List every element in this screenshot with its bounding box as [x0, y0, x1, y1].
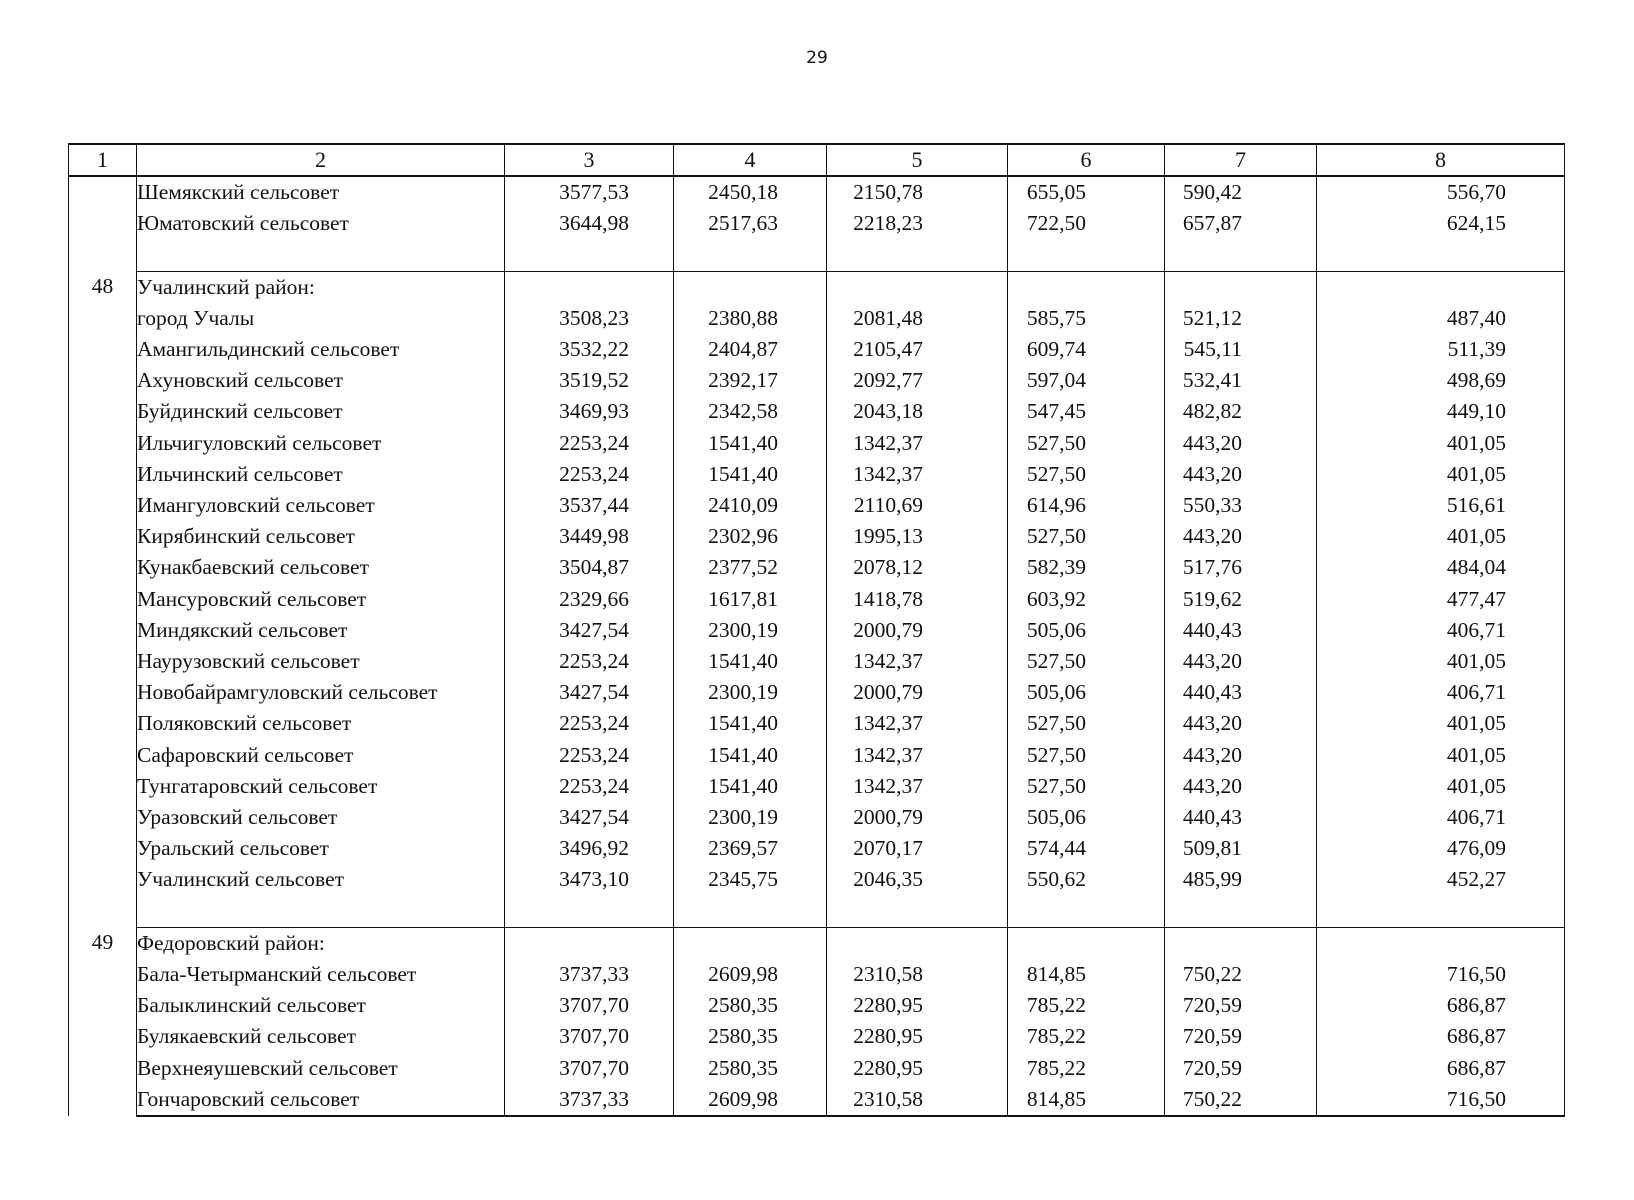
value-cell: 2253,24: [505, 740, 674, 771]
empty-cell: [137, 896, 505, 928]
table-row: [69, 365, 1565, 396]
value-cell: 406,71: [1317, 615, 1565, 646]
value-cell: 1541,40: [674, 771, 827, 802]
value-cell: 720,59: [1165, 1053, 1317, 1084]
value-cell: 2043,18: [827, 396, 1008, 427]
settlement-name: Ильчинский сельсовет: [137, 459, 505, 490]
value-cell: 443,20: [1165, 740, 1317, 771]
value-cell: [1317, 271, 1565, 303]
table-row: [69, 740, 1565, 771]
value-cell: 624,15: [1317, 208, 1565, 239]
value-cell: [827, 927, 1008, 959]
value-cell: 3504,87: [505, 552, 674, 583]
value-cell: 609,74: [1008, 334, 1165, 365]
value-cell: 401,05: [1317, 646, 1565, 677]
value-cell: 443,20: [1165, 708, 1317, 739]
value-cell: 527,50: [1008, 646, 1165, 677]
settlement-name: Буйдинский сельсовет: [137, 396, 505, 427]
value-cell: 484,04: [1317, 552, 1565, 583]
value-cell: 2046,35: [827, 864, 1008, 895]
value-cell: 498,69: [1317, 365, 1565, 396]
value-cell: 401,05: [1317, 428, 1565, 459]
value-cell: [1008, 271, 1165, 303]
value-cell: 482,82: [1165, 396, 1317, 427]
table-row: [69, 459, 1565, 490]
settlement-name: Гончаровский сельсовет: [137, 1084, 505, 1116]
table-row: [69, 708, 1565, 739]
value-cell: 686,87: [1317, 1021, 1565, 1052]
value-cell: 2310,58: [827, 1084, 1008, 1116]
value-cell: 2300,19: [674, 802, 827, 833]
value-cell: [674, 271, 827, 303]
settlement-name: Сафаровский сельсовет: [137, 740, 505, 771]
table-row: [69, 802, 1565, 833]
empty-cell: [137, 239, 505, 271]
value-cell: 720,59: [1165, 990, 1317, 1021]
table-row: [69, 615, 1565, 646]
value-cell: 3473,10: [505, 864, 674, 895]
value-cell: 1342,37: [827, 740, 1008, 771]
value-cell: 1342,37: [827, 771, 1008, 802]
settlement-name: Юматовский сельсовет: [137, 208, 505, 239]
table-row: [69, 1021, 1565, 1052]
value-cell: 3577,53: [505, 176, 674, 208]
value-cell: 443,20: [1165, 646, 1317, 677]
group-title-row: [69, 271, 1565, 303]
table-row: [69, 396, 1565, 427]
column-header: 6: [1008, 144, 1165, 176]
value-cell: 527,50: [1008, 521, 1165, 552]
column-header: 3: [505, 144, 674, 176]
column-header: 8: [1317, 144, 1565, 176]
value-cell: 527,50: [1008, 708, 1165, 739]
value-cell: 2609,98: [674, 959, 827, 990]
value-cell: [674, 927, 827, 959]
group-title-row: [69, 927, 1565, 959]
value-cell: 440,43: [1165, 677, 1317, 708]
empty-cell: [827, 239, 1008, 271]
value-cell: 517,76: [1165, 552, 1317, 583]
value-cell: 2329,66: [505, 584, 674, 615]
group-spacer-row: [69, 239, 1565, 271]
value-cell: 750,22: [1165, 959, 1317, 990]
value-cell: 3427,54: [505, 677, 674, 708]
value-cell: 406,71: [1317, 802, 1565, 833]
value-cell: 3707,70: [505, 990, 674, 1021]
group-spacer-row: [69, 896, 1565, 928]
value-cell: 401,05: [1317, 771, 1565, 802]
empty-cell: [505, 896, 674, 928]
value-cell: 614,96: [1008, 490, 1165, 521]
value-cell: 655,05: [1008, 176, 1165, 208]
value-cell: 401,05: [1317, 521, 1565, 552]
value-cell: [1008, 927, 1165, 959]
value-cell: 3496,92: [505, 833, 674, 864]
value-cell: 2392,17: [674, 365, 827, 396]
value-cell: 521,12: [1165, 303, 1317, 334]
value-cell: 2345,75: [674, 864, 827, 895]
value-cell: 505,06: [1008, 677, 1165, 708]
value-cell: 511,39: [1317, 334, 1565, 365]
value-cell: 2310,58: [827, 959, 1008, 990]
table-row: [69, 584, 1565, 615]
value-cell: 2218,23: [827, 208, 1008, 239]
value-cell: 476,09: [1317, 833, 1565, 864]
value-cell: 1342,37: [827, 428, 1008, 459]
settlement-name: Имангуловский сельсовет: [137, 490, 505, 521]
settlement-name: Ахуновский сельсовет: [137, 365, 505, 396]
value-cell: 2280,95: [827, 1053, 1008, 1084]
value-cell: 2517,63: [674, 208, 827, 239]
settlement-name: Амангильдинский сельсовет: [137, 334, 505, 365]
group-title: Федоровский район:: [137, 927, 505, 959]
group-number: 48: [69, 271, 137, 927]
empty-cell: [674, 239, 827, 271]
settlement-name: Верхнеяушевский сельсовет: [137, 1053, 505, 1084]
value-cell: 722,50: [1008, 208, 1165, 239]
table-row: [69, 334, 1565, 365]
value-cell: 597,04: [1008, 365, 1165, 396]
value-cell: 2000,79: [827, 802, 1008, 833]
settlement-name: Кирябинский сельсовет: [137, 521, 505, 552]
value-cell: 3469,93: [505, 396, 674, 427]
value-cell: 527,50: [1008, 459, 1165, 490]
value-cell: 2300,19: [674, 677, 827, 708]
group-number: 49: [69, 927, 137, 1116]
value-cell: 582,39: [1008, 552, 1165, 583]
value-cell: 2342,58: [674, 396, 827, 427]
value-cell: 3519,52: [505, 365, 674, 396]
value-cell: 1617,81: [674, 584, 827, 615]
value-cell: 505,06: [1008, 615, 1165, 646]
value-cell: 1418,78: [827, 584, 1008, 615]
table-row: [69, 1053, 1565, 1084]
value-cell: 2580,35: [674, 1053, 827, 1084]
tariff-table: [68, 143, 1565, 1117]
empty-cell: [1165, 896, 1317, 928]
table-row: [69, 833, 1565, 864]
value-cell: 443,20: [1165, 521, 1317, 552]
column-header: 5: [827, 144, 1008, 176]
value-cell: 449,10: [1317, 396, 1565, 427]
value-cell: 2302,96: [674, 521, 827, 552]
value-cell: 814,85: [1008, 1084, 1165, 1116]
value-cell: 574,44: [1008, 833, 1165, 864]
value-cell: 603,92: [1008, 584, 1165, 615]
value-cell: 750,22: [1165, 1084, 1317, 1116]
table-row: [69, 521, 1565, 552]
value-cell: 3707,70: [505, 1053, 674, 1084]
table-row: [69, 646, 1565, 677]
empty-cell: [827, 896, 1008, 928]
value-cell: 2369,57: [674, 833, 827, 864]
group-number: [69, 176, 137, 271]
value-cell: [827, 271, 1008, 303]
value-cell: 716,50: [1317, 1084, 1565, 1116]
value-cell: 519,62: [1165, 584, 1317, 615]
value-cell: 3737,33: [505, 1084, 674, 1116]
value-cell: 1342,37: [827, 646, 1008, 677]
table-row: [69, 208, 1565, 239]
value-cell: 440,43: [1165, 802, 1317, 833]
table-row: [69, 864, 1565, 895]
value-cell: 2609,98: [674, 1084, 827, 1116]
empty-cell: [505, 239, 674, 271]
settlement-name: Поляковский сельсовет: [137, 708, 505, 739]
value-cell: 1541,40: [674, 428, 827, 459]
settlement-name: Учалинский сельсовет: [137, 864, 505, 895]
value-cell: 2081,48: [827, 303, 1008, 334]
value-cell: 2110,69: [827, 490, 1008, 521]
value-cell: 2105,47: [827, 334, 1008, 365]
column-header: 2: [137, 144, 505, 176]
value-cell: 509,81: [1165, 833, 1317, 864]
value-cell: 2404,87: [674, 334, 827, 365]
value-cell: 401,05: [1317, 740, 1565, 771]
settlement-name: Ильчигуловский сельсовет: [137, 428, 505, 459]
value-cell: 3707,70: [505, 1021, 674, 1052]
settlement-name: Уразовский сельсовет: [137, 802, 505, 833]
value-cell: 1342,37: [827, 459, 1008, 490]
value-cell: 1541,40: [674, 740, 827, 771]
value-cell: 1342,37: [827, 708, 1008, 739]
value-cell: 527,50: [1008, 428, 1165, 459]
value-cell: 527,50: [1008, 771, 1165, 802]
empty-cell: [1008, 239, 1165, 271]
table-row: [69, 677, 1565, 708]
value-cell: 686,87: [1317, 990, 1565, 1021]
value-cell: 2410,09: [674, 490, 827, 521]
value-cell: 527,50: [1008, 740, 1165, 771]
value-cell: 1541,40: [674, 708, 827, 739]
table-row: [69, 990, 1565, 1021]
value-cell: 2580,35: [674, 1021, 827, 1052]
value-cell: 401,05: [1317, 459, 1565, 490]
table-row: [69, 176, 1565, 208]
settlement-name: Мансуровский сельсовет: [137, 584, 505, 615]
value-cell: 3537,44: [505, 490, 674, 521]
value-cell: 2150,78: [827, 176, 1008, 208]
value-cell: 516,61: [1317, 490, 1565, 521]
settlement-name: Кунакбаевский сельсовет: [137, 552, 505, 583]
value-cell: 485,99: [1165, 864, 1317, 895]
value-cell: 2280,95: [827, 990, 1008, 1021]
settlement-name: Уральский сельсовет: [137, 833, 505, 864]
empty-cell: [674, 896, 827, 928]
value-cell: 550,33: [1165, 490, 1317, 521]
value-cell: 686,87: [1317, 1053, 1565, 1084]
value-cell: 452,27: [1317, 864, 1565, 895]
value-cell: 1995,13: [827, 521, 1008, 552]
value-cell: 550,62: [1008, 864, 1165, 895]
empty-cell: [1317, 239, 1565, 271]
value-cell: 477,47: [1317, 584, 1565, 615]
value-cell: 2253,24: [505, 771, 674, 802]
value-cell: 443,20: [1165, 771, 1317, 802]
value-cell: 487,40: [1317, 303, 1565, 334]
value-cell: 2078,12: [827, 552, 1008, 583]
empty-cell: [1008, 896, 1165, 928]
column-header: 4: [674, 144, 827, 176]
value-cell: 2580,35: [674, 990, 827, 1021]
value-cell: 3449,98: [505, 521, 674, 552]
column-header: 7: [1165, 144, 1317, 176]
value-cell: 2000,79: [827, 677, 1008, 708]
table-row: [69, 771, 1565, 802]
table-row: [69, 303, 1565, 334]
value-cell: 1541,40: [674, 459, 827, 490]
value-cell: 657,87: [1165, 208, 1317, 239]
value-cell: 3427,54: [505, 802, 674, 833]
settlement-name: Тунгатаровский сельсовет: [137, 771, 505, 802]
value-cell: 590,42: [1165, 176, 1317, 208]
value-cell: 1541,40: [674, 646, 827, 677]
table-body: [69, 176, 1565, 1116]
value-cell: 2280,95: [827, 1021, 1008, 1052]
value-cell: 785,22: [1008, 990, 1165, 1021]
settlement-name: Миндякский сельсовет: [137, 615, 505, 646]
settlement-name: Булякаевский сельсовет: [137, 1021, 505, 1052]
settlement-name: город Учалы: [137, 303, 505, 334]
value-cell: 556,70: [1317, 176, 1565, 208]
value-cell: 443,20: [1165, 428, 1317, 459]
value-cell: 547,45: [1008, 396, 1165, 427]
value-cell: [505, 927, 674, 959]
table-row: [69, 490, 1565, 521]
table-row: [69, 552, 1565, 583]
column-header: 1: [69, 144, 137, 176]
value-cell: 2450,18: [674, 176, 827, 208]
value-cell: 814,85: [1008, 959, 1165, 990]
value-cell: [1165, 271, 1317, 303]
value-cell: 3532,22: [505, 334, 674, 365]
value-cell: 3427,54: [505, 615, 674, 646]
column-number-row: [69, 144, 1565, 176]
value-cell: 505,06: [1008, 802, 1165, 833]
settlement-name: Новобайрамгуловский сельсовет: [137, 677, 505, 708]
value-cell: 3644,98: [505, 208, 674, 239]
value-cell: 716,50: [1317, 959, 1565, 990]
settlement-name: Балыклинский сельсовет: [137, 990, 505, 1021]
value-cell: 2070,17: [827, 833, 1008, 864]
value-cell: 2377,52: [674, 552, 827, 583]
settlement-name: Наурузовский сельсовет: [137, 646, 505, 677]
group-title: Учалинский район:: [137, 271, 505, 303]
settlement-name: Бала-Четырманский сельсовет: [137, 959, 505, 990]
value-cell: 443,20: [1165, 459, 1317, 490]
table-row: [69, 1084, 1565, 1116]
value-cell: [1165, 927, 1317, 959]
value-cell: 785,22: [1008, 1053, 1165, 1084]
value-cell: 3737,33: [505, 959, 674, 990]
value-cell: 545,11: [1165, 334, 1317, 365]
table-row: [69, 428, 1565, 459]
table-row: [69, 959, 1565, 990]
settlement-name: Шемякский сельсовет: [137, 176, 505, 208]
value-cell: 2092,77: [827, 365, 1008, 396]
value-cell: 2253,24: [505, 708, 674, 739]
value-cell: 2000,79: [827, 615, 1008, 646]
page-number: 29: [806, 48, 828, 68]
value-cell: 720,59: [1165, 1021, 1317, 1052]
value-cell: [505, 271, 674, 303]
value-cell: [1317, 927, 1565, 959]
value-cell: 2380,88: [674, 303, 827, 334]
value-cell: 406,71: [1317, 677, 1565, 708]
value-cell: 2253,24: [505, 428, 674, 459]
value-cell: 3508,23: [505, 303, 674, 334]
value-cell: 785,22: [1008, 1021, 1165, 1052]
empty-cell: [1317, 896, 1565, 928]
value-cell: 532,41: [1165, 365, 1317, 396]
value-cell: 401,05: [1317, 708, 1565, 739]
empty-cell: [1165, 239, 1317, 271]
value-cell: 2253,24: [505, 459, 674, 490]
value-cell: 2300,19: [674, 615, 827, 646]
value-cell: 585,75: [1008, 303, 1165, 334]
value-cell: 440,43: [1165, 615, 1317, 646]
value-cell: 2253,24: [505, 646, 674, 677]
